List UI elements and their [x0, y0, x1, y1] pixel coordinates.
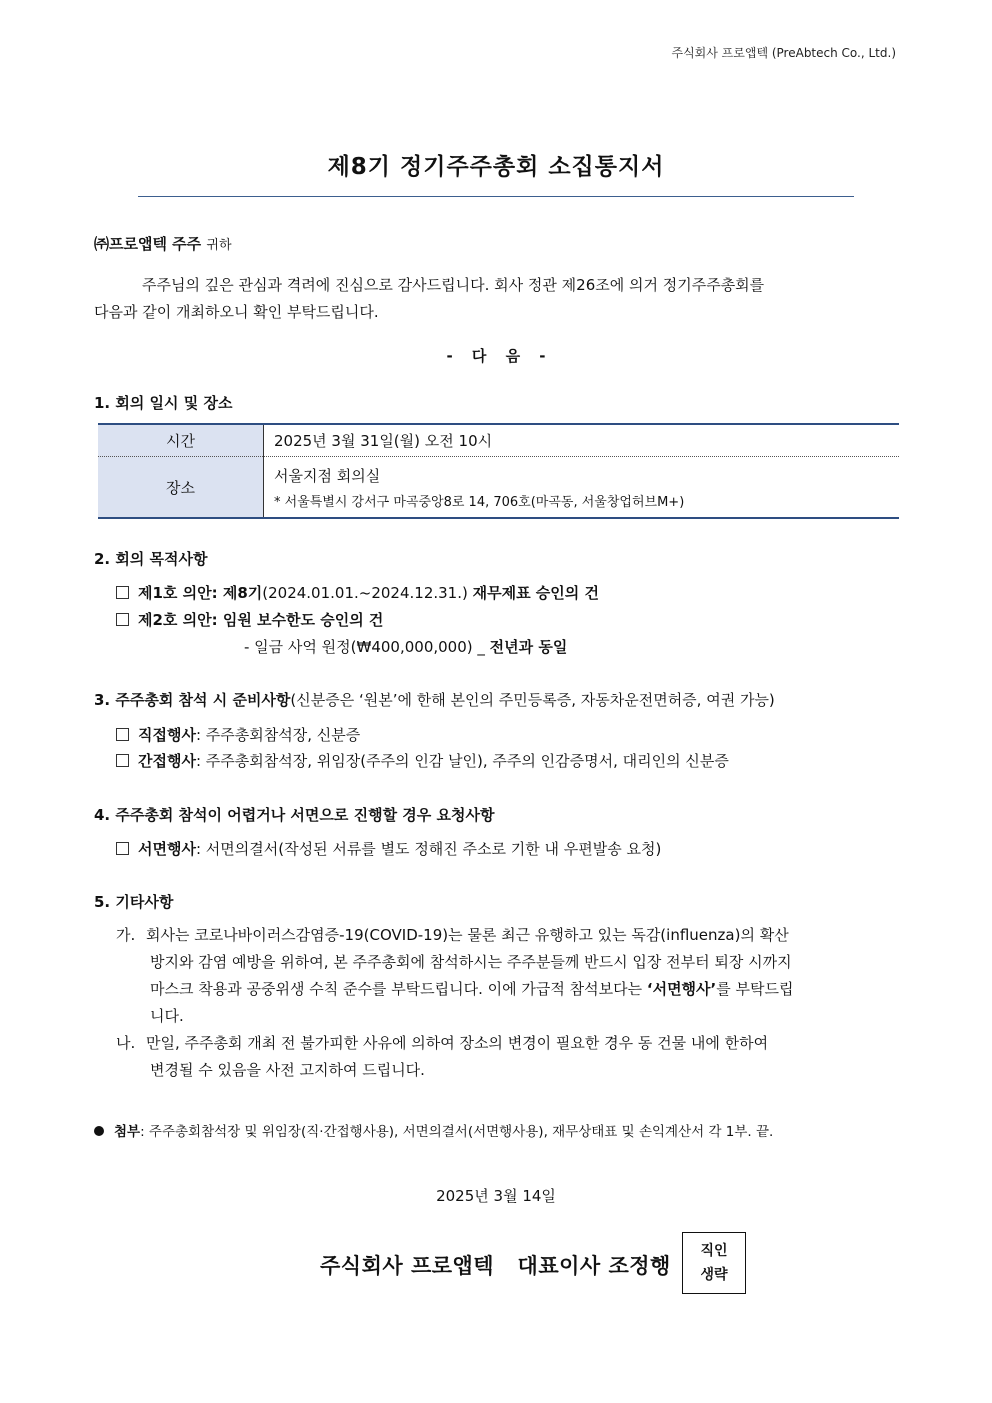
indirect-text: : 주주총회참석장, 위임장(주주의 인감 날인), 주주의 인감증명서, 대리인의 신분증 [195, 752, 729, 770]
agenda-2-label: 제2호 의안: [138, 611, 223, 629]
attachment-text: : 주주총회참석장 및 위임장(직·간접행사용), 서면의결서(서면행사용), 재무상태표 및 손익계산서 각 1부. 끝. [140, 1124, 774, 1140]
other-a-text-3: 마스크 착용과 공중위생 수칙 준수를 부탁드립니다. 이에 가급적 참석보다는 [150, 980, 647, 998]
written-label: 서면행사 [138, 840, 196, 858]
attachment-label: 첨부 [114, 1124, 141, 1140]
other-item-b [116, 1030, 898, 1084]
place-value: 서울지점 회의실 [274, 466, 381, 485]
meeting-info-table [98, 423, 899, 519]
other-a-line-1 [116, 922, 898, 949]
written-exercise-item [116, 838, 661, 859]
other-a-line-3 [116, 976, 898, 1003]
agenda-1-title: 재무제표 승인의 건 [472, 584, 599, 602]
section-4-heading: 4. 주주총회 참석이 어렵거나 서면으로 진행할 경우 요청사항 [94, 806, 495, 824]
agenda-1-period: (2024.01.01.~2024.12.31.) [262, 584, 473, 602]
indirect-label: 간접행사 [138, 752, 196, 770]
other-a-line-2: 방지와 감염 예방을 위하여, 본 주주총회에 참석하시는 주주분들께 반드시 입장 전부터 퇴장 시까지 [150, 953, 792, 971]
place-label: 장소 [98, 457, 264, 519]
signer-name: 주식회사 프로앱텍 대표이사 조정행 [320, 1254, 671, 1278]
bullet-icon [94, 1126, 104, 1136]
agenda-item-1 [116, 582, 599, 603]
document-title: 제8기 정기주주총회 소집통지서 [327, 154, 665, 180]
separator-heading: - 다 음 - [446, 347, 546, 365]
intro-line-2: 다음과 같이 개최하오니 확인 부탁드립니다. [94, 303, 379, 321]
other-a-emphasis: ‘서면행사’ [646, 980, 717, 998]
agenda-1-term: 제8기 [222, 584, 263, 602]
other-b-line-1 [116, 1030, 898, 1057]
header-company-name: 주식회사 프로앱텍 (PreAbtech Co., Ltd.) [671, 46, 896, 60]
seal-line-2: 생략 [700, 1267, 728, 1283]
section-1-heading: 1. 회의 일시 및 장소 [94, 394, 233, 412]
agenda-item-2 [116, 609, 383, 630]
section-5-heading: 5. 기타사항 [94, 893, 174, 911]
section-3-title: 3. 주주총회 참석 시 준비사항 [94, 691, 291, 709]
section-3-heading [94, 689, 775, 710]
addressee-name: ㈜프로앱텍 주주 [94, 235, 202, 253]
indirect-exercise-item [116, 750, 729, 771]
time-label: 시간 [98, 424, 264, 457]
checkbox-icon [116, 842, 129, 855]
table-row [98, 424, 899, 457]
other-a-line-4: 니다. [150, 1007, 184, 1025]
direct-label: 직접행사 [138, 726, 196, 744]
checkbox-icon [116, 613, 129, 626]
seal-line-1: 직인 [700, 1243, 728, 1259]
agenda-2-note: 전년과 동일 [489, 638, 568, 656]
place-cell [264, 457, 900, 519]
addressee-honorific: 귀하 [206, 238, 232, 253]
other-a-mark: 가. [116, 926, 136, 944]
time-value: 2025년 3월 31일(월) 오전 10시 [264, 424, 900, 457]
other-item-a [116, 922, 898, 1030]
place-address: * 서울특별시 강서구 마곡중앙8로 14, 706호(마곡동, 서울창업허브M+) [274, 494, 685, 510]
checkbox-icon [116, 586, 129, 599]
agenda-2-title: 임원 보수한도 승인의 건 [222, 611, 384, 629]
agenda-1-label: 제1호 의안: [138, 584, 223, 602]
intro-line-1: 주주님의 깊은 관심과 격려에 진심으로 감사드립니다. 회사 정관 제26조에 의거 정기주주총회를 [142, 276, 765, 294]
agenda-2-amount: - 일금 사억 원정(₩400,000,000) _ [244, 638, 490, 656]
direct-text: : 주주총회참석장, 신분증 [195, 726, 361, 744]
other-b-line-2: 변경될 수 있음을 사전 고지하여 드립니다. [150, 1061, 425, 1079]
issue-date: 2025년 3월 14일 [436, 1187, 556, 1205]
other-b-mark: 나. [116, 1034, 136, 1052]
checkbox-icon [116, 728, 129, 741]
other-a-text-1: 회사는 코로나바이러스감염증-19(COVID-19)는 물론 최근 유행하고 있는 독감(influenza)의 확산 [146, 926, 789, 944]
agenda-2-detail [244, 636, 567, 657]
written-text: : 서면의결서(작성된 서류를 별도 정해진 주소로 기한 내 우편발송 요청) [195, 840, 662, 858]
other-a-text-4: 를 부탁드립 [716, 980, 794, 998]
attachment-line [94, 1120, 773, 1140]
other-b-text-1: 만일, 주주총회 개최 전 불가피한 사유에 의하여 장소의 변경이 필요한 경우 동 건물 내에 한하여 [146, 1034, 769, 1052]
table-row [98, 457, 899, 519]
title-underline [138, 196, 854, 197]
seal-box [682, 1232, 746, 1294]
addressee [94, 233, 232, 254]
section-2-heading: 2. 회의 목적사항 [94, 550, 208, 568]
section-3-note: (신분증은 ‘원본’에 한해 본인의 주민등록증, 자동차운전면허증, 여권 가능) [290, 691, 775, 709]
direct-exercise-item [116, 724, 360, 745]
checkbox-icon [116, 754, 129, 767]
intro-paragraph [94, 272, 898, 326]
